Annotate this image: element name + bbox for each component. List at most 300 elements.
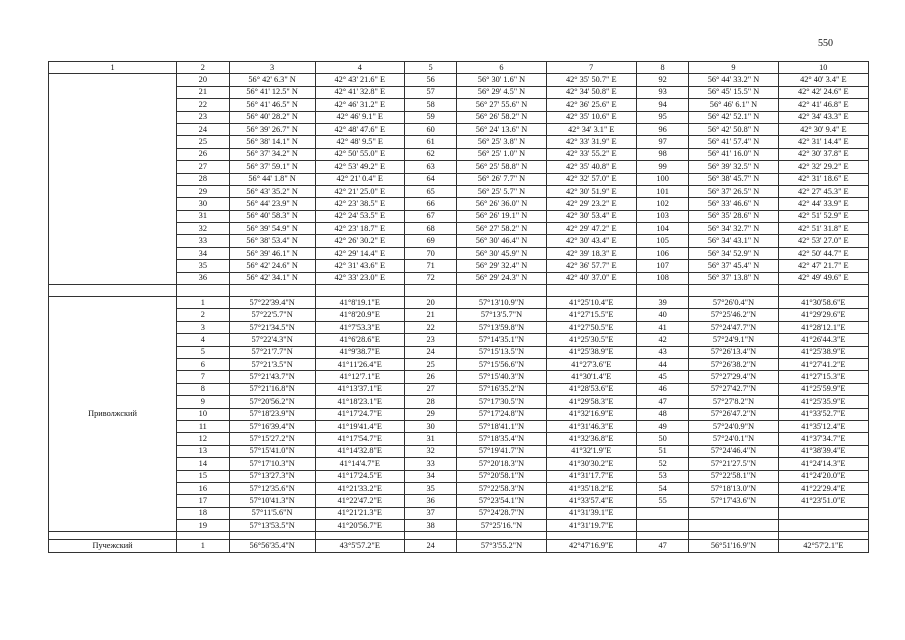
table-cell: 57°22'58.3"N [457, 482, 546, 494]
table-cell: 41°32'1.9"E [546, 445, 636, 457]
table-cell: 56° 44' 1.8" N [229, 173, 315, 185]
table-cell: 63 [404, 161, 456, 173]
table-cell: 41°9'38.7"E [315, 346, 404, 358]
table-cell: 41°33'52.7"E [778, 408, 868, 420]
table-row [49, 74, 869, 86]
table-cell: 57°20'56.2"N [229, 396, 315, 408]
table-cell: 20 [177, 74, 229, 86]
empty-cell [546, 285, 636, 297]
table-cell: 41°37'34.7"E [778, 433, 868, 445]
table-cell: 41°27'50.5"E [546, 321, 636, 333]
table-cell [689, 507, 778, 519]
table-cell: 42° 48' 47.6" E [315, 123, 404, 135]
table-cell: 57°3'55.2"N [457, 540, 546, 552]
table-cell: 41°28'12.1"E [778, 321, 868, 333]
table-cell: 41°25'59.9"E [778, 383, 868, 395]
table-row [49, 297, 869, 309]
table-cell: 42° 36' 25.6" E [546, 99, 636, 111]
table-cell: 41°17'24.7"E [315, 408, 404, 420]
table-cell: 57°24'47.7"N [689, 321, 778, 333]
table-cell: 42° 34' 50.8" E [546, 86, 636, 98]
table-cell: 23 [177, 111, 229, 123]
table-cell: 93 [636, 86, 688, 98]
empty-cell [689, 285, 778, 297]
table-cell: 57°21'27.5"N [689, 458, 778, 470]
table-cell: 57°17'24.8"N [457, 408, 546, 420]
table-cell: 56° 41' 57.4" N [689, 136, 778, 148]
table-cell: 42° 35' 10.6" E [546, 111, 636, 123]
table-cell: 41°12'7.1"E [315, 371, 404, 383]
table-cell: 56° 25' 3.8" N [457, 136, 546, 148]
table-cell: 42° 24' 53.5" E [315, 210, 404, 222]
table-cell: 42° 29' 23.2" E [546, 198, 636, 210]
table-cell: 41°32'36.8"E [546, 433, 636, 445]
table-cell: 57°13'10.9"N [457, 297, 546, 309]
table-cell: 41°8'19.1"E [315, 297, 404, 309]
table-cell: 41°25'38.9"E [778, 346, 868, 358]
table-cell: 41°31'17.7"E [546, 470, 636, 482]
table-cell: 41 [636, 321, 688, 333]
table-cell: 41°25'10.4"E [546, 297, 636, 309]
table-cell: 42° 21' 25.0" E [315, 185, 404, 197]
table-cell: 57°17'10.3"N [229, 458, 315, 470]
table-cell: 43°5'57.2"E [315, 540, 404, 552]
empty-cell [546, 532, 636, 540]
table-cell: 56° 39' 32.5" N [689, 161, 778, 173]
empty-cell [457, 532, 546, 540]
table-cell: 42° 36' 57.7" E [546, 260, 636, 272]
table-cell: 41°27'3.6"E [546, 358, 636, 370]
table-cell: 42° 44' 33.9" E [778, 198, 868, 210]
table-cell: 41°27'41.2"E [778, 358, 868, 370]
spacer-row [49, 285, 869, 297]
table-cell: 57°22'5.7"N [229, 309, 315, 321]
table-cell: 41°17'24.5"E [315, 470, 404, 482]
table-cell: 56° 42' 34.1" N [229, 272, 315, 284]
table-cell: 69 [404, 235, 456, 247]
table-cell: 57°23'54.1"N [457, 495, 546, 507]
table-cell: 26 [177, 148, 229, 160]
table-cell: 58 [404, 99, 456, 111]
table-cell: 99 [636, 161, 688, 173]
table-cell: 57°27'29.4"N [689, 371, 778, 383]
table-cell: 15 [177, 470, 229, 482]
table-cell: 66 [404, 198, 456, 210]
table-cell: 42° 50' 55.0" E [315, 148, 404, 160]
table-cell: 56 [404, 74, 456, 86]
table-cell: 56° 39' 26.7" N [229, 123, 315, 135]
table-cell: 57°24'46.4"N [689, 445, 778, 457]
table-cell: 56° 33' 46.6" N [689, 198, 778, 210]
table-cell: 1 [177, 540, 229, 552]
table-cell: 57°13'5.7"N [457, 309, 546, 321]
table-cell: 4 [177, 334, 229, 346]
table-cell: 57°13'53.5"N [229, 520, 315, 532]
table-cell: 41°25'38.9"E [546, 346, 636, 358]
table-cell: 36 [177, 272, 229, 284]
table-cell: 59 [404, 111, 456, 123]
table-cell: 40 [636, 309, 688, 321]
table-cell: 41°31'46.3"E [546, 420, 636, 432]
empty-cell [229, 532, 315, 540]
table-cell: 57°13'27.3"N [229, 470, 315, 482]
table-cell: 57°21'3.5"N [229, 358, 315, 370]
empty-cell [177, 532, 229, 540]
table-cell: 42° 33' 55.2" E [546, 148, 636, 160]
table-cell: 64 [404, 173, 456, 185]
table-cell: 35 [177, 260, 229, 272]
table-cell: 33 [404, 458, 456, 470]
table-cell: 57°10'41.3"N [229, 495, 315, 507]
table-cell: 56° 30' 46.4" N [457, 235, 546, 247]
table-cell: 56° 44' 23.9" N [229, 198, 315, 210]
table-cell: 56° 41' 46.5" N [229, 99, 315, 111]
table-cell: 57°12'35.6"N [229, 482, 315, 494]
table-cell: 56° 37' 34.2" N [229, 148, 315, 160]
table-cell: 34 [404, 470, 456, 482]
table-cell: 54 [636, 482, 688, 494]
table-cell: 108 [636, 272, 688, 284]
empty-cell [49, 532, 177, 540]
table-cell: 57°15'41.0"N [229, 445, 315, 457]
table-cell: 26 [404, 371, 456, 383]
table-cell: 57°15'56.6"N [457, 358, 546, 370]
table-cell: 42° 49' 49.6" E [778, 272, 868, 284]
table-cell: 51 [636, 445, 688, 457]
table-cell: 68 [404, 223, 456, 235]
table-cell: 23 [404, 334, 456, 346]
table-cell: 30 [177, 198, 229, 210]
table-cell: 36 [404, 495, 456, 507]
table-cell: 9 [177, 396, 229, 408]
table-cell: 65 [404, 185, 456, 197]
table-cell: 60 [404, 123, 456, 135]
table-cell: 41°28'53.6"E [546, 383, 636, 395]
table-cell [778, 520, 868, 532]
table-cell: 41°29'58.3"E [546, 396, 636, 408]
table-cell: 27 [177, 161, 229, 173]
table-cell: 57°21'16.8"N [229, 383, 315, 395]
table-cell: 8 [177, 383, 229, 395]
table-cell: 57°20'18.3"N [457, 458, 546, 470]
table-cell: 13 [177, 445, 229, 457]
table-cell: 56° 39' 46.1" N [229, 247, 315, 259]
table-cell: 42° 41' 32.8" E [315, 86, 404, 98]
table-cell: 56° 34' 43.1" N [689, 235, 778, 247]
table-cell: 57°15'13.5"N [457, 346, 546, 358]
table-cell: 57°25'46.2"N [689, 309, 778, 321]
table-cell: 14 [177, 458, 229, 470]
empty-cell [778, 285, 868, 297]
table-cell: 41°24'20.0"E [778, 470, 868, 482]
table-cell: 42° 30' 51.9" E [546, 185, 636, 197]
table-cell: 41°33'57.4"E [546, 495, 636, 507]
empty-cell [315, 285, 404, 297]
table-cell: 6 [177, 358, 229, 370]
spacer-row [49, 532, 869, 540]
table-cell: 56° 35' 28.6" N [689, 210, 778, 222]
table-cell: 57°15'27.2"N [229, 433, 315, 445]
table-cell: 41°14'4.7"E [315, 458, 404, 470]
table-cell: 100 [636, 173, 688, 185]
table-cell: 42° 41' 46.8" E [778, 99, 868, 111]
table-cell: 56° 40' 58.3" N [229, 210, 315, 222]
table-cell: 57°15'40.3"N [457, 371, 546, 383]
table-cell: 41°22'47.2"E [315, 495, 404, 507]
table-cell: 97 [636, 136, 688, 148]
table-cell: 57°11'5.6"N [229, 507, 315, 519]
table-cell: 57°17'43.6"N [689, 495, 778, 507]
table-cell: 57°22'4.3"N [229, 334, 315, 346]
table-cell: 56° 42' 52.1" N [689, 111, 778, 123]
table-cell: 42° 30' 9.4" E [778, 123, 868, 135]
table-cell: 41°31'19.7"E [546, 520, 636, 532]
table-cell: 56° 27' 58.2" N [457, 223, 546, 235]
table-cell: 49 [636, 420, 688, 432]
table-cell: 42° 26' 30.2" E [315, 235, 404, 247]
table-cell: 56° 26' 36.0" N [457, 198, 546, 210]
table-cell: 31 [177, 210, 229, 222]
table-cell: 41°26'44.3"E [778, 334, 868, 346]
table-cell: 50 [636, 433, 688, 445]
table-cell: 45 [636, 371, 688, 383]
table-cell: 41°21'33.2"E [315, 482, 404, 494]
table-cell [689, 520, 778, 532]
table-cell: 34 [177, 247, 229, 259]
empty-cell [778, 532, 868, 540]
table-cell: 56° 37' 45.4" N [689, 260, 778, 272]
table-cell: 33 [177, 235, 229, 247]
table-cell: 53 [636, 470, 688, 482]
table-cell: 56° 42' 50.8" N [689, 123, 778, 135]
table-cell: 42°47'16.9"E [546, 540, 636, 552]
region-name: Пучежский [49, 540, 177, 552]
table-cell: 57°26'47.2"N [689, 408, 778, 420]
table-cell: 57°16'39.4"N [229, 420, 315, 432]
table-cell: 10 [177, 408, 229, 420]
table-cell: 42° 51' 31.8" E [778, 223, 868, 235]
table-cell: 24 [404, 540, 456, 552]
table-cell: 57°22'58.1"N [689, 470, 778, 482]
table-cell: 56° 42' 24.6" N [229, 260, 315, 272]
table-cell: 56° 34' 32.7" N [689, 223, 778, 235]
table-cell: 56° 44' 33.2" N [689, 74, 778, 86]
table-cell: 67 [404, 210, 456, 222]
table-cell: 48 [636, 408, 688, 420]
table-cell: 21 [177, 86, 229, 98]
table-cell: 103 [636, 210, 688, 222]
table-cell: 42° 46' 9.1" E [315, 111, 404, 123]
table-cell: 56° 45' 15.5" N [689, 86, 778, 98]
empty-cell [229, 285, 315, 297]
table-cell: 57°20'58.1"N [457, 470, 546, 482]
table-cell: 56° 46' 6.1" N [689, 99, 778, 111]
table-cell: 42° 53' 49.2" E [315, 161, 404, 173]
column-header: 4 [315, 62, 404, 74]
table-cell: 19 [177, 520, 229, 532]
table-cell: 41°30'58.6"E [778, 297, 868, 309]
table-cell: 44 [636, 358, 688, 370]
table-cell: 56° 37' 59.1" N [229, 161, 315, 173]
table-cell: 57°27'8.2"N [689, 396, 778, 408]
table-cell: 41°18'23.1"E [315, 396, 404, 408]
table-cell: 42° 23' 18.7" E [315, 223, 404, 235]
column-header: 2 [177, 62, 229, 74]
table-cell [636, 507, 688, 519]
table-cell: 57°22'39.4"N [229, 297, 315, 309]
table-cell: 42° 32' 29.2" E [778, 161, 868, 173]
table-cell: 41°13'37.1"E [315, 383, 404, 395]
table-cell: 41°25'30.5"E [546, 334, 636, 346]
table-cell: 42° 33' 31.9" E [546, 136, 636, 148]
table-cell: 102 [636, 198, 688, 210]
table-cell: 42° 50' 44.7" E [778, 247, 868, 259]
empty-cell [49, 285, 177, 297]
table-cell: 56° 30' 45.9" N [457, 247, 546, 259]
table-cell: 72 [404, 272, 456, 284]
table-cell [778, 507, 868, 519]
table-cell: 57°21'34.5"N [229, 321, 315, 333]
table-cell: 41°38'39.4"E [778, 445, 868, 457]
table-cell: 57°13'59.8"N [457, 321, 546, 333]
table-cell: 56° 42' 6.3" N [229, 74, 315, 86]
table-cell: 24 [177, 123, 229, 135]
table-cell: 57°18'13.0"N [689, 482, 778, 494]
table-cell: 42° 33' 23.0" E [315, 272, 404, 284]
table-cell: 42° 42' 24.6" E [778, 86, 868, 98]
table-cell: 42° 30' 37.8" E [778, 148, 868, 160]
table-cell: 56° 29' 24.3" N [457, 272, 546, 284]
table-cell: 47 [636, 540, 688, 552]
column-header: 9 [689, 62, 778, 74]
table-cell [636, 520, 688, 532]
table-cell: 41°35'12.4"E [778, 420, 868, 432]
empty-cell [636, 285, 688, 297]
table-cell: 24 [404, 346, 456, 358]
table-cell: 106 [636, 247, 688, 259]
table-cell: 57°27'42.7"N [689, 383, 778, 395]
table-cell: 32 [404, 445, 456, 457]
table-cell: 57°24'9.1"N [689, 334, 778, 346]
table-cell: 41°29'29.6"E [778, 309, 868, 321]
table-cell: 52 [636, 458, 688, 470]
table-cell: 42° 47' 21.7" E [778, 260, 868, 272]
table-cell: 41°22'29.4"E [778, 482, 868, 494]
table-cell: 57 [404, 86, 456, 98]
table-cell: 56°56'35.4"N [229, 540, 315, 552]
table-cell: 57°21'7.7"N [229, 346, 315, 358]
table-cell: 21 [404, 309, 456, 321]
table-cell: 42° 46' 31.2" E [315, 99, 404, 111]
table-cell: 42° 34' 43.3" E [778, 111, 868, 123]
table-cell: 57°26'13.4"N [689, 346, 778, 358]
table-cell: 42° 43' 21.6" E [315, 74, 404, 86]
table-cell: 22 [177, 99, 229, 111]
column-header: 1 [49, 62, 177, 74]
table-cell: 56° 37' 26.5" N [689, 185, 778, 197]
table-cell: 41°14'32.8"E [315, 445, 404, 457]
table-cell: 46 [636, 383, 688, 395]
table-cell: 57°26'0.4"N [689, 297, 778, 309]
table-cell: 7 [177, 371, 229, 383]
table-row [49, 540, 869, 552]
empty-cell [177, 285, 229, 297]
column-header: 3 [229, 62, 315, 74]
table-cell: 41°23'51.0"E [778, 495, 868, 507]
table-cell: 56° 24' 13.6" N [457, 123, 546, 135]
table-cell: 42° 29' 14.4" E [315, 247, 404, 259]
table-cell: 56° 25' 1.0" N [457, 148, 546, 160]
table-cell: 28 [404, 396, 456, 408]
table-cell: 29 [177, 185, 229, 197]
table-cell: 42° 31' 43.6" E [315, 260, 404, 272]
table-cell: 41°8'20.9"E [315, 309, 404, 321]
table-cell: 95 [636, 111, 688, 123]
table-cell: 22 [404, 321, 456, 333]
table-cell: 42° 21' 0.4" E [315, 173, 404, 185]
table-cell: 56° 41' 12.5" N [229, 86, 315, 98]
table-cell: 31 [404, 433, 456, 445]
table-cell: 41°27'15.5"E [546, 309, 636, 321]
table-cell: 56° 30' 1.6" N [457, 74, 546, 86]
table-cell: 42° 53' 27.0" E [778, 235, 868, 247]
table-cell: 18 [177, 507, 229, 519]
table-cell: 41°25'35.9"E [778, 396, 868, 408]
table-cell: 57°25'16."N [457, 520, 546, 532]
table-cell: 42° 35' 40.8" E [546, 161, 636, 173]
empty-cell [404, 532, 456, 540]
table-cell: 41°11'26.4"E [315, 358, 404, 370]
table-cell: 43 [636, 346, 688, 358]
table-cell: 39 [636, 297, 688, 309]
table-cell: 41°31'39.1"E [546, 507, 636, 519]
table-cell: 42° 31' 14.4" E [778, 136, 868, 148]
table-cell: 20 [404, 297, 456, 309]
table-cell: 42° 29' 47.2" E [546, 223, 636, 235]
table-cell: 57°14'35.1"N [457, 334, 546, 346]
table-cell: 56° 40' 28.2" N [229, 111, 315, 123]
table-cell: 56° 34' 52.9" N [689, 247, 778, 259]
table-cell: 55 [636, 495, 688, 507]
table-cell: 41°6'28.6"E [315, 334, 404, 346]
table-cell: 56° 25' 5.7" N [457, 185, 546, 197]
table-cell: 41°7'53.3"E [315, 321, 404, 333]
table-cell: 42° 40' 3.4" E [778, 74, 868, 86]
table-cell: 41°35'18.2"E [546, 482, 636, 494]
table-cell: 105 [636, 235, 688, 247]
table-cell: 41°21'21.3"E [315, 507, 404, 519]
table-cell: 57°18'23.9"N [229, 408, 315, 420]
table-cell: 2 [177, 309, 229, 321]
table-cell: 42° 35' 50.7" E [546, 74, 636, 86]
table-cell: 47 [636, 396, 688, 408]
table-cell: 62 [404, 148, 456, 160]
table-cell: 56° 43' 35.2" N [229, 185, 315, 197]
coordinates-table [48, 61, 869, 553]
table-cell: 38 [404, 520, 456, 532]
table-cell: 57°16'35.2"N [457, 383, 546, 395]
table-cell: 42° 32' 57.0" E [546, 173, 636, 185]
table-cell: 61 [404, 136, 456, 148]
table-cell: 96 [636, 123, 688, 135]
table-cell: 56° 38' 53.4" N [229, 235, 315, 247]
table-cell: 56° 27' 55.6" N [457, 99, 546, 111]
table-cell: 57°18'41.1"N [457, 420, 546, 432]
table-cell: 30 [404, 420, 456, 432]
table-cell: 104 [636, 223, 688, 235]
table-cell: 42° 27' 45.3" E [778, 185, 868, 197]
table-cell: 3 [177, 321, 229, 333]
